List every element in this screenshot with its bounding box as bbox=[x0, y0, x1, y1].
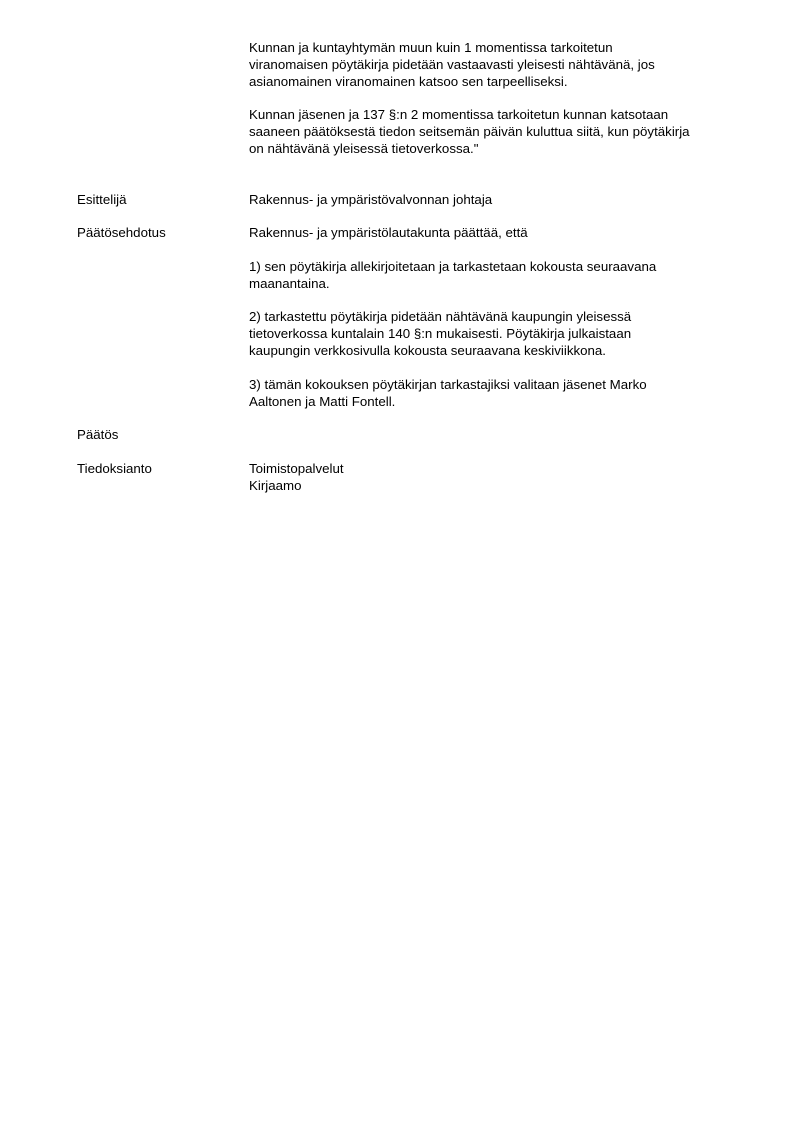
paatosehdotus-item-3 bbox=[249, 377, 739, 411]
item3-line-2: Aaltonen ja Matti Fontell. bbox=[249, 393, 396, 409]
tiedoksianto-line-2: Kirjaamo bbox=[249, 477, 302, 493]
esittelija-label: Esittelijä bbox=[77, 192, 127, 207]
paatosehdotus-label: Päätösehdotus bbox=[77, 225, 166, 240]
intro-p2-line-1: Kunnan jäsenen ja 137 §:n 2 momentissa tarkoitetun kunnan katsotaan bbox=[249, 107, 669, 122]
item1-line-1: 1) sen pöytäkirja allekirjoitetaan ja tarkastetaan kokousta seuraavana bbox=[249, 259, 657, 274]
tiedoksianto-line-1: Toimistopalvelut bbox=[249, 461, 344, 476]
item3-line-1: 3) tämän kokouksen pöytäkirjan tarkastajiksi valitaan jäsenet Marko bbox=[249, 377, 647, 392]
intro-p1-line-1: Kunnan ja kuntayhtymän muun kuin 1 momentissa tarkoitetun bbox=[249, 40, 613, 55]
intro-paragraph-1 bbox=[249, 40, 739, 90]
item2-line-3: kaupungin verkkosivulla kokousta seuraavana keskiviikkona. bbox=[249, 342, 606, 358]
item1-line-2: maanantaina. bbox=[249, 275, 330, 291]
paatosehdotus-lead: Rakennus- ja ympäristölautakunta päättää, että bbox=[249, 225, 528, 240]
tiedoksianto-recipients bbox=[249, 461, 739, 495]
paatosehdotus-item-1 bbox=[249, 259, 739, 293]
intro-p1-line-3: asianomainen viranomainen katsoo sen tarpeelliseksi. bbox=[249, 73, 568, 89]
intro-paragraph-2 bbox=[249, 107, 739, 157]
paatosehdotus-item-2 bbox=[249, 309, 739, 359]
intro-p2-line-3: on nähtävänä yleisessä tietoverkossa." bbox=[249, 140, 479, 156]
esittelija-value: Rakennus- ja ympäristövalvonnan johtaja bbox=[249, 192, 493, 207]
item2-line-2: tietoverkossa kuntalain 140 §:n mukaisesti. Pöytäkirja julkaistaan bbox=[249, 325, 632, 341]
intro-p2-line-2: saaneen päätöksestä tiedon seitsemän päivän kuluttua siitä, kun pöytäkirja bbox=[249, 123, 690, 139]
tiedoksianto-label: Tiedoksianto bbox=[77, 461, 152, 476]
paatos-label: Päätös bbox=[77, 427, 119, 442]
item2-line-1: 2) tarkastettu pöytäkirja pidetään nähtävänä kaupungin yleisessä bbox=[249, 309, 632, 324]
intro-p1-line-2: viranomaisen pöytäkirja pidetään vastaavasti yleisesti nähtävänä, jos bbox=[249, 56, 655, 72]
